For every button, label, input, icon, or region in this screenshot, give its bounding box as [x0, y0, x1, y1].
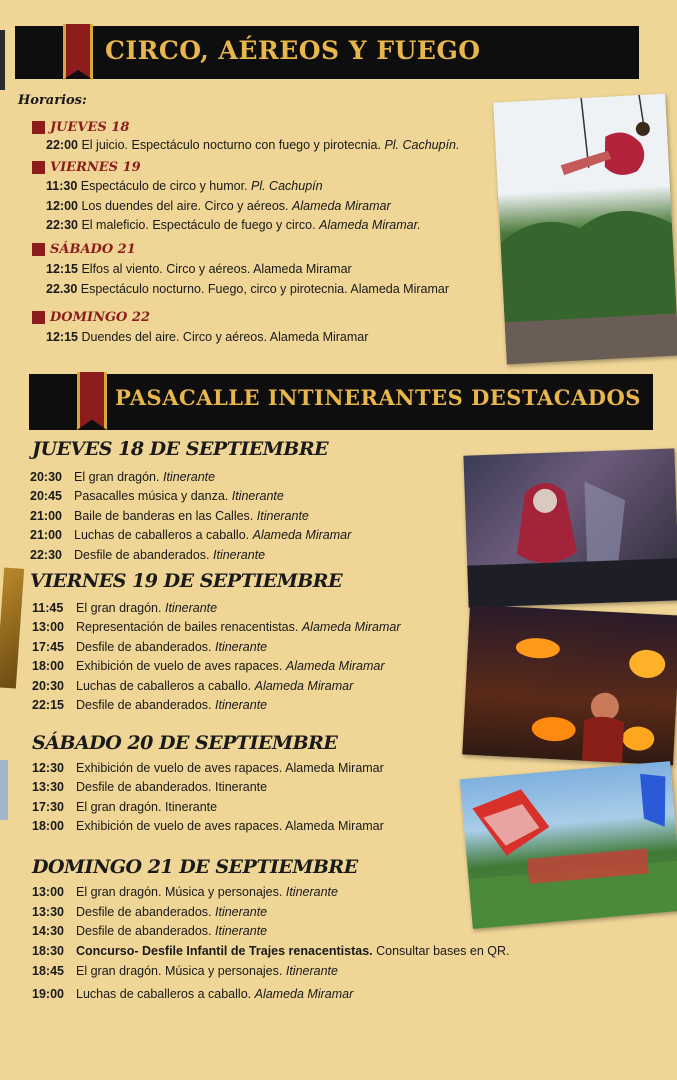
- bullet-square-icon: [32, 161, 45, 174]
- event-time: 17:45: [32, 640, 64, 654]
- event-text: Desfile de abanderados.: [74, 548, 210, 562]
- event-text: Exhibición de vuelo de aves rapaces. Alameda Miramar: [76, 761, 384, 775]
- event-row: [32, 885, 338, 899]
- event-row: [46, 179, 323, 193]
- event-place: Itinerante: [215, 640, 268, 654]
- event-time: 13:30: [32, 780, 64, 794]
- event-time: 12:15: [46, 262, 78, 276]
- event-text: El gran dragón. Música y personajes.: [76, 885, 283, 899]
- event-place: Alameda Miramar: [292, 199, 391, 213]
- event-row: [32, 659, 385, 673]
- event-time: 17:30: [32, 800, 64, 814]
- event-row: [30, 528, 351, 542]
- day-heading: DOMINGO 21 DE SEPTIEMBRE: [32, 856, 358, 878]
- ribbon-icon: [77, 372, 107, 430]
- event-time: 12:30: [32, 761, 64, 775]
- event-row: [46, 282, 449, 296]
- event-place: Itinerante: [215, 698, 268, 712]
- event-text: Desfile de abanderados.: [76, 905, 212, 919]
- day-name: DOMINGO 22: [50, 310, 150, 325]
- event-place: Pl. Cachupín.: [384, 138, 460, 152]
- event-place: Itinerante: [256, 509, 309, 523]
- day-heading: [32, 242, 136, 257]
- section1-banner: [15, 26, 639, 79]
- section2-title: PASACALLE INTINERANTES DESTACADOS: [115, 385, 641, 410]
- day-name: SÁBADO 21: [50, 242, 136, 257]
- event-row: [32, 819, 384, 833]
- event-place: Itinerante: [164, 601, 218, 615]
- event-place: Itinerante: [215, 924, 268, 938]
- event-row: [32, 780, 267, 794]
- event-text: Espectáculo nocturno. Fuego, circo y pirotecnia. Alameda Miramar: [80, 282, 449, 296]
- event-place: Alameda Miramar: [252, 528, 352, 542]
- event-row: [46, 262, 352, 276]
- event-text: El gran dragón.: [74, 470, 160, 484]
- event-highlight: Concurso- Desfile Infantil de Trajes renacentistas.: [76, 944, 373, 958]
- event-time: 22:30: [46, 218, 78, 232]
- event-text: El maleficio. Espectáculo de fuego y circo.: [81, 218, 316, 232]
- flag-wavers-photo: [460, 761, 677, 929]
- masked-performer-photo: [463, 448, 677, 607]
- aerial-acrobat-photo: [493, 94, 677, 365]
- event-text: Desfile de abanderados.: [76, 924, 212, 938]
- event-row: [32, 944, 510, 958]
- event-time: 13:00: [32, 620, 64, 634]
- event-text: Baile de banderas en las Calles.: [74, 509, 254, 523]
- event-text: El gran dragón.: [76, 601, 162, 615]
- section2-banner: [29, 374, 653, 430]
- event-place: Itinerante: [213, 548, 266, 562]
- bullet-square-icon: [32, 311, 45, 324]
- event-row: [30, 548, 265, 562]
- event-row: [32, 964, 338, 978]
- event-place: Alameda Miramar.: [319, 218, 421, 232]
- event-time: 20:30: [30, 470, 62, 484]
- event-place: Alameda Miramar: [254, 679, 354, 693]
- event-text: Desfile de abanderados. Itinerante: [76, 780, 268, 794]
- edge-fragment: [0, 567, 24, 688]
- event-row: [32, 640, 267, 654]
- event-time: 13:30: [32, 905, 64, 919]
- event-time: 21:00: [30, 509, 62, 523]
- event-text: Elfos al viento. Circo y aéreos. Alameda Miramar: [81, 262, 352, 276]
- event-time: 18:00: [32, 659, 64, 673]
- event-text: Representación de bailes renacentistas.: [76, 620, 299, 634]
- event-place: Alameda Miramar: [301, 620, 401, 634]
- event-row: [30, 509, 309, 523]
- section1-title: CIRCO, AÉREOS Y FUEGO: [105, 36, 481, 65]
- fire-performer-photo: [462, 605, 677, 766]
- event-row: [46, 138, 459, 152]
- event-time: 18:45: [32, 964, 64, 978]
- event-text: El gran dragón. Música y personajes.: [76, 964, 283, 978]
- ribbon-icon: [63, 24, 93, 80]
- event-text: Luchas de caballeros a caballo.: [76, 987, 252, 1001]
- event-time: 12:15: [46, 330, 78, 344]
- event-time: 20:30: [32, 679, 64, 693]
- event-text: Los duendes del aire. Circo y aéreos.: [81, 199, 289, 213]
- event-row: [46, 330, 368, 344]
- event-time: 22.30: [46, 282, 78, 296]
- edge-fragment: [0, 30, 5, 90]
- event-row: [32, 620, 400, 634]
- day-heading: [32, 160, 141, 175]
- event-place: Itinerante: [215, 905, 268, 919]
- event-text: El juicio. Espectáculo nocturno con fuego y pirotecnia.: [81, 138, 381, 152]
- day-name: VIERNES 19: [50, 160, 141, 175]
- event-time: 21:00: [30, 528, 62, 542]
- event-text: Luchas de caballeros a caballo.: [74, 528, 250, 542]
- day-heading: VIERNES 19 DE SEPTIEMBRE: [30, 570, 343, 592]
- event-text: Exhibición de vuelo de aves rapaces.: [76, 659, 283, 673]
- event-row: [46, 218, 421, 232]
- event-text: Desfile de abanderados.: [76, 698, 212, 712]
- event-row: [32, 698, 267, 712]
- day-name: JUEVES 18: [50, 120, 130, 135]
- day-heading: JUEVES 18 DE SEPTIEMBRE: [32, 438, 329, 460]
- event-place: Alameda Miramar: [285, 659, 385, 673]
- event-time: 22:30: [30, 548, 62, 562]
- event-text: Duendes del aire. Circo y aéreos. Alameda Miramar: [81, 330, 369, 344]
- day-heading: [32, 120, 129, 135]
- event-time: 18:30: [32, 944, 64, 958]
- event-place: Itinerante: [285, 964, 338, 978]
- horarios-label: Horarios:: [18, 93, 87, 108]
- event-time: 11:45: [32, 601, 64, 615]
- event-text: Luchas de caballeros a caballo.: [76, 679, 252, 693]
- bullet-square-icon: [32, 121, 45, 134]
- event-row: [32, 601, 217, 615]
- event-time: 20:45: [30, 489, 62, 503]
- event-place: Itinerante: [162, 470, 216, 484]
- event-time: 22:00: [46, 138, 78, 152]
- event-text: Espectáculo de circo y humor.: [80, 179, 248, 193]
- event-time: 13:00: [32, 885, 64, 899]
- event-row: [46, 199, 391, 213]
- event-row: [32, 905, 267, 919]
- event-time: 19:00: [32, 987, 64, 1001]
- event-row: [32, 987, 353, 1001]
- event-time: 18:00: [32, 819, 64, 833]
- edge-fragment: [0, 760, 8, 820]
- event-text: Exhibición de vuelo de aves rapaces. Alameda Miramar: [76, 819, 384, 833]
- event-row: [32, 924, 267, 938]
- event-text: Pasacalles música y danza.: [74, 489, 229, 503]
- event-place: Alameda Miramar: [254, 987, 354, 1001]
- event-row: [32, 761, 384, 775]
- event-place: Itinerante: [285, 885, 338, 899]
- event-time: 14:30: [32, 924, 64, 938]
- event-row: [30, 489, 284, 503]
- event-text: El gran dragón. Itinerante: [76, 800, 218, 814]
- event-text: Desfile de abanderados.: [76, 640, 212, 654]
- event-row: [32, 800, 217, 814]
- event-time: 11:30: [46, 179, 78, 193]
- day-heading: SÁBADO 20 DE SEPTIEMBRE: [32, 732, 338, 754]
- event-row: [32, 679, 353, 693]
- event-place: Pl. Cachupín: [251, 179, 323, 193]
- day-heading: [32, 310, 150, 325]
- bullet-square-icon: [32, 243, 45, 256]
- event-time: 22:15: [32, 698, 64, 712]
- event-text: Consultar bases en QR.: [376, 944, 510, 958]
- event-time: 12:00: [46, 199, 78, 213]
- event-place: Itinerante: [231, 489, 284, 503]
- event-row: [30, 470, 215, 484]
